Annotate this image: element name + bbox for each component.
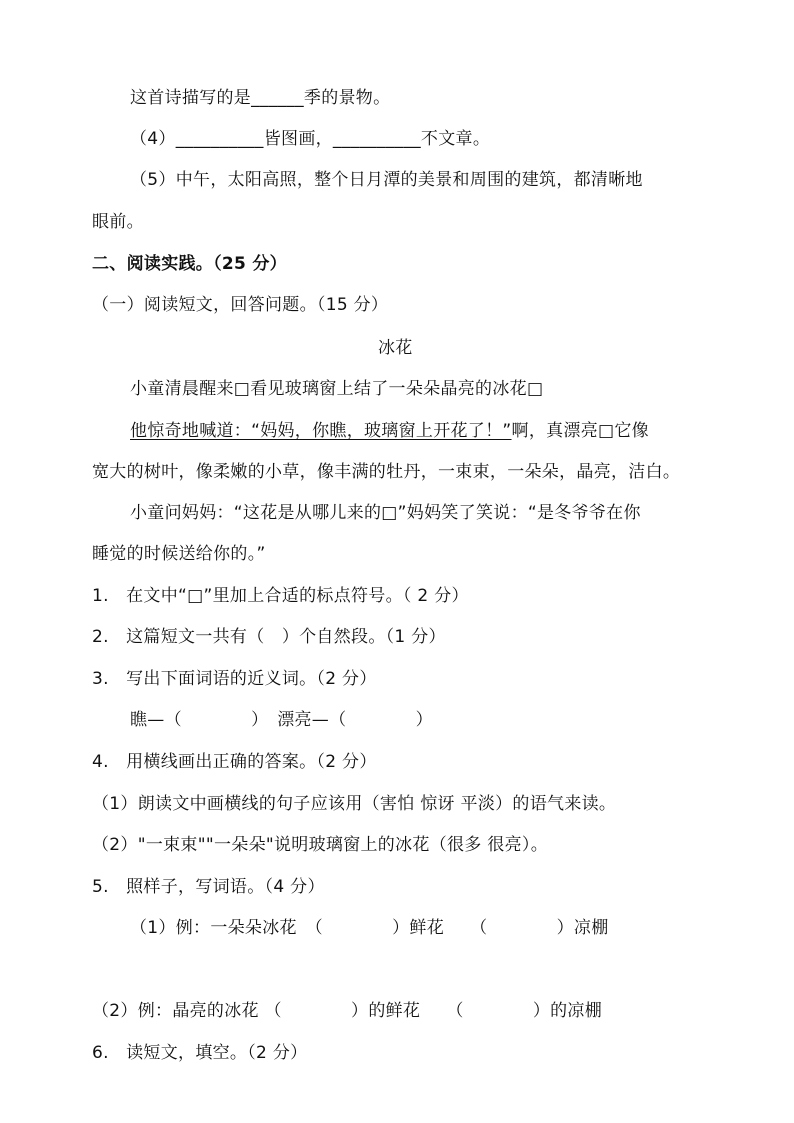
poem-season-question: 这首诗描写的是______季的景物。 — [130, 88, 391, 108]
passage-paragraph-1: 小童清晨醒来□看见玻璃窗上结了一朵朵晶亮的冰花□ — [130, 379, 544, 399]
question-5: 5. 照样子，写词语。（4 分） — [92, 877, 325, 897]
question-1: 1. 在文中“□”里加上合适的标点符号。（ 2 分） — [92, 586, 469, 606]
question-4-part-2: （2）"一束束""一朵朵"说明玻璃窗上的冰花（很多 很亮）。 — [92, 835, 548, 855]
fill-blank-4: （4）__________皆图画，__________不文章。 — [130, 129, 491, 149]
question-4-part-1: （1）朗读文中画横线的句子应该用（害怕 惊讶 平淡）的语气来读。 — [92, 794, 617, 814]
question-3: 3. 写出下面词语的近义词。（2 分） — [92, 669, 377, 689]
passage-paragraph-2-rest: 啊，真漂亮□它像 — [511, 421, 649, 441]
subsection-title: （一）阅读短文，回答问题。（15 分） — [92, 295, 389, 315]
fill-blank-5-cont: 眼前。 — [92, 212, 144, 232]
fill-blank-5: （5）中午，太阳高照，整个日月潭的美景和周围的建筑，都清晰地 — [130, 170, 643, 190]
underlined-sentence: 他惊奇地喊道：“妈妈，你瞧，玻璃窗上开花了！” — [130, 421, 512, 441]
question-4: 4. 用横线画出正确的答案。（2 分） — [92, 752, 377, 772]
section-title: 二、阅读实践。（25 分） — [92, 254, 287, 274]
passage-title: 冰花 — [378, 338, 413, 358]
passage-paragraph-3: 小童问妈妈：“这花是从哪儿来的□”妈妈笑了笑说：“是冬爷爷在你 — [130, 503, 641, 523]
passage-paragraph-2-cont: 宽大的树叶，像柔嫩的小草，像丰满的牡丹，一束束，一朵朵，晶亮，洁白。 — [92, 462, 681, 482]
question-5-part-2: （2）例：晶亮的冰花 （ ）的鲜花 （ ）的凉棚 — [92, 1001, 603, 1021]
passage-paragraph-2 — [130, 419, 649, 443]
question-6: 6. 读短文，填空。（2 分） — [92, 1043, 308, 1063]
passage-paragraph-3-cont: 睡觉的时候送给你的。” — [92, 544, 266, 564]
question-5-part-1: （1）例：一朵朵冰花 （ ）鲜花 （ ）凉棚 — [130, 918, 609, 938]
question-3-blanks: 瞧—（ ） 漂亮—（ ） — [130, 710, 433, 730]
question-2: 2. 这篇短文一共有（ ）个自然段。（1 分） — [92, 627, 446, 647]
